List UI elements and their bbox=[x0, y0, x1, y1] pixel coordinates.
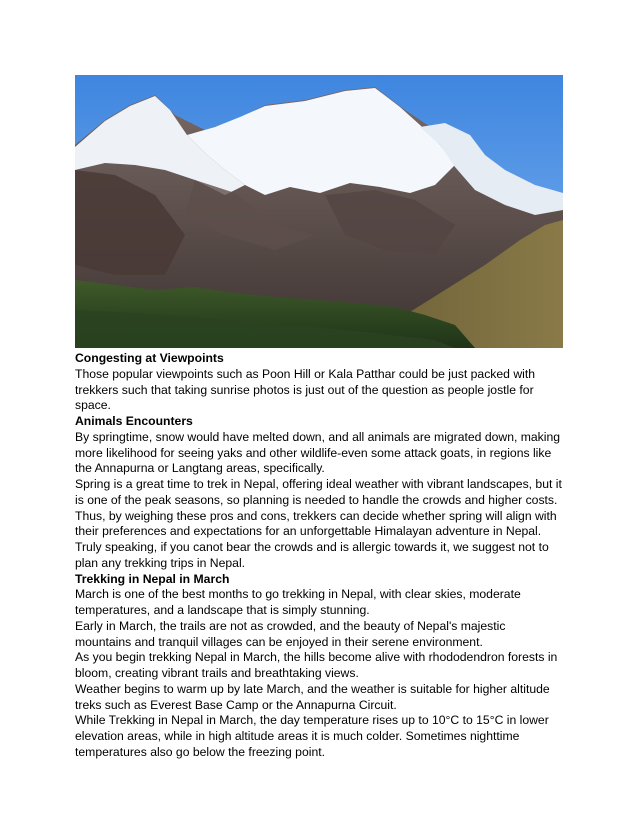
section-heading: Congesting at Viewpoints bbox=[75, 351, 224, 365]
paragraph: Spring is a great time to trek in Nepal, offering ideal weather with vibrant landscapes, but it is one of the peak seasons, so planning is needed to handle the crowds and higher costs. Thus, by weighing these pros and cons, trekkers can decide whether spring will align with their preferences and expectations for an unforgettable Himalayan adventure in Nepal. bbox=[75, 477, 562, 539]
paragraph: While Trekking in Nepal in March, the day temperature rises up to 10°C to 15°C in lower elevation areas, while in high altitude areas it is much colder. Sometimes nighttime temperatures also go below the freezing point. bbox=[75, 713, 549, 759]
paragraph: As you begin trekking Nepal in March, the hills become alive with rhododendron forests in bloom, creating vibrant trails and breathtaking views. bbox=[75, 650, 558, 680]
paragraph: Those popular viewpoints such as Poon Hill or Kala Patthar could be just packed with trekkers such that taking sunrise photos is just out of the question as people jostle for space. bbox=[75, 366, 535, 413]
mountain-photo bbox=[75, 75, 563, 348]
paragraph: Weather begins to warm up by late March, and the weather is suitable for higher altitude treks such as Everest Base Camp or the Annapurna Circuit. bbox=[75, 681, 550, 712]
paragraph: Truly speaking, if you canot bear the crowds and is allergic towards it, we suggest not to plan any trekking trips in Nepal. bbox=[75, 540, 549, 570]
section-heading: Animals Encounters bbox=[75, 414, 193, 428]
document-page bbox=[75, 75, 565, 761]
paragraph: March is one of the best months to go trekking in Nepal, with clear skies, moderate temperatures, and a landscape that is simply stunning. bbox=[75, 587, 521, 617]
paragraph: By springtime, snow would have melted down, and all animals are migrated down, making more likelihood for seeing yaks and other wildlife-even some attack goats, in regions like the Annapurna or Langtang areas, specifically. bbox=[75, 429, 561, 476]
article-text bbox=[75, 351, 565, 761]
paragraph: Early in March, the trails are not as crowded, and the beauty of Nepal's majestic mountains and tranquil villages can be enjoyed in their serene environment. bbox=[75, 618, 506, 649]
section-heading: Trekking in Nepal in March bbox=[75, 571, 230, 586]
